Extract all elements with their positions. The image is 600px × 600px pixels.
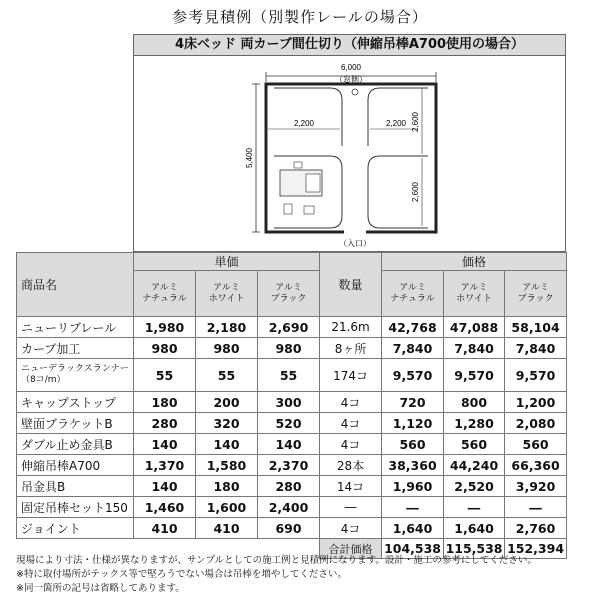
- width-label: 6,000: [340, 63, 362, 72]
- total-value: 115,538: [444, 539, 505, 559]
- floor-plan-panel: [133, 34, 566, 252]
- table-row: ニューデラックスランナー （8コ/m） 55 55 55 174コ 9,570 9,570 9,570: [17, 359, 567, 392]
- table-row: ダブル止め金具B 140 140 140 4コ 560 560 560: [17, 434, 567, 455]
- plan-header: 4床ベッド 両カーブ間仕切り（伸縮吊棒A700使用の場合）: [134, 35, 565, 56]
- lower-depth-label: 2,600: [411, 181, 420, 203]
- col-label: アルミ ブラック: [258, 271, 320, 317]
- upper-depth-label: 2,600: [411, 111, 420, 133]
- right-width-label: 2,200: [385, 119, 407, 128]
- floor-plan-diagram: [134, 56, 565, 252]
- fixture-icon: [352, 89, 358, 95]
- header-product: 商品名: [17, 253, 134, 317]
- estimate-table-wrap: [16, 252, 566, 559]
- header-quantity: 数量: [320, 253, 382, 317]
- estimate-table: [16, 252, 567, 559]
- footnote: 現場により寸法・仕様が異なりますが、サンプルとしての施工例と見積例になります。設計・施工の参考にしてください。: [16, 555, 537, 566]
- table-row: カーブ加工 980 980 980 8ヶ所 7,840 7,840 7,840: [17, 338, 567, 359]
- total-value: 104,538: [382, 539, 444, 559]
- col-label: アルミ ホワイト: [196, 271, 258, 317]
- table-row: 壁面ブラケットB 280 320 520 4コ 1,120 1,280 2,080: [17, 413, 567, 434]
- table-row: 伸縮吊棒A700 1,370 1,580 2,370 28本 38,360 44,240 66,360: [17, 455, 567, 476]
- total-value: 152,394: [505, 539, 567, 559]
- page-title: 参考見積例（別製作レールの場合）: [172, 8, 428, 26]
- entrance-label: （入口）: [339, 239, 371, 248]
- side-table-icon: [294, 162, 302, 168]
- col-label: アルミ ホワイト: [444, 271, 505, 317]
- footnote: ※同一箇所の記号は省略してあります。: [16, 583, 185, 594]
- col-label: アルミ ナチュラル: [382, 271, 444, 317]
- table-row: ジョイント 410 410 690 4コ 1,640 1,640 2,760: [17, 518, 567, 539]
- footnote: ※特に取付場所がテックス等で堅ろうでない場合は吊棒を増やしてください。: [16, 569, 347, 580]
- total-label: 合計価格: [320, 539, 382, 559]
- col-label: アルミ ナチュラル: [134, 271, 196, 317]
- table-row: キャップストップ 180 200 300 4コ 720 800 1,200: [17, 392, 567, 413]
- window-label: （窓側）: [335, 75, 367, 84]
- chair-icon: [304, 206, 314, 214]
- table-row: 吊金具B 140 180 280 14コ 1,960 2,520 3,920: [17, 476, 567, 497]
- left-width-label: 2,200: [293, 119, 315, 128]
- cabinet-icon: [284, 204, 292, 214]
- table-row: 固定吊棒セット150 1,460 1,600 2,400 ― ― ― ―: [17, 497, 567, 518]
- footnotes: [16, 554, 586, 596]
- table-row: ニューリブレール 1,980 2,180 2,690 21.6m 42,768 47,088 58,104: [17, 317, 567, 338]
- header-unit-price: 単価: [134, 253, 320, 271]
- rail-top-left: [274, 88, 342, 146]
- header-price: 価格: [382, 253, 567, 271]
- height-label: 5,400: [245, 147, 254, 169]
- col-label: アルミ ブラック: [505, 271, 567, 317]
